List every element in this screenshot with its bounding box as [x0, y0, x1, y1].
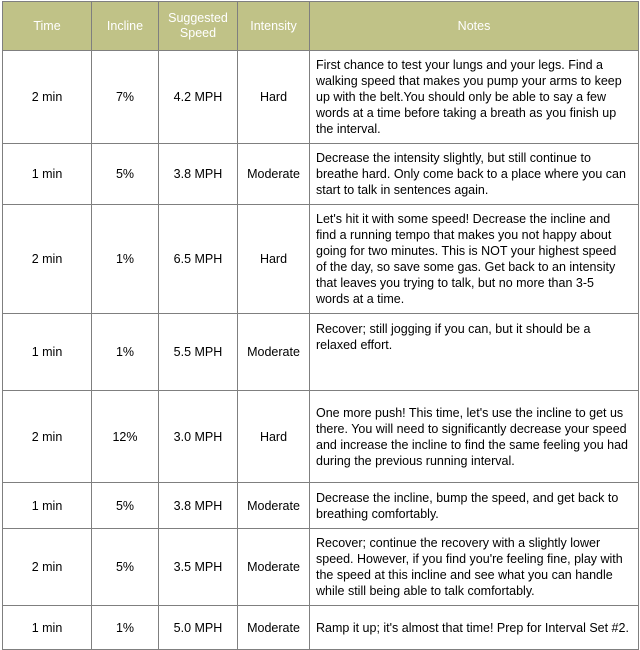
cell-time: 1 min	[3, 483, 92, 529]
cell-incline: 5%	[92, 144, 159, 205]
table-row	[3, 391, 639, 483]
cell-intensity: Moderate	[238, 606, 310, 650]
cell-incline: 1%	[92, 205, 159, 314]
cell-time: 2 min	[3, 51, 92, 144]
cell-incline: 1%	[92, 314, 159, 391]
header-incline: Incline	[92, 2, 159, 51]
cell-speed: 3.0 MPH	[159, 391, 238, 483]
cell-intensity: Moderate	[238, 483, 310, 529]
table-row	[3, 483, 639, 529]
cell-speed: 4.2 MPH	[159, 51, 238, 144]
cell-incline: 12%	[92, 391, 159, 483]
table-row	[3, 205, 639, 314]
cell-speed: 3.8 MPH	[159, 144, 238, 205]
interval-workout-table	[2, 1, 639, 650]
cell-notes: Recover; still jogging if you can, but it should be a relaxed effort.	[310, 314, 639, 391]
cell-intensity: Hard	[238, 51, 310, 144]
cell-time: 1 min	[3, 314, 92, 391]
cell-intensity: Hard	[238, 205, 310, 314]
cell-time: 2 min	[3, 205, 92, 314]
table-row	[3, 144, 639, 205]
header-suggested-speed	[159, 2, 238, 51]
cell-notes: Let's hit it with some speed! Decrease the incline and find a running tempo that makes you not happy about going for two minutes. This is NOT your highest speed of the day, so save some gas. Get back to an intensity that leaves you trying to talk, but no more than 3-5 words at a time.	[310, 205, 639, 314]
cell-speed: 5.5 MPH	[159, 314, 238, 391]
cell-intensity: Moderate	[238, 529, 310, 606]
table-row	[3, 606, 639, 650]
cell-speed: 3.5 MPH	[159, 529, 238, 606]
cell-time: 2 min	[3, 391, 92, 483]
header-row	[3, 2, 639, 51]
cell-speed: 3.8 MPH	[159, 483, 238, 529]
cell-time: 1 min	[3, 144, 92, 205]
cell-time: 2 min	[3, 529, 92, 606]
table-row	[3, 314, 639, 391]
cell-intensity: Moderate	[238, 144, 310, 205]
header-intensity: Intensity	[238, 2, 310, 51]
cell-intensity: Moderate	[238, 314, 310, 391]
cell-notes: Recover; continue the recovery with a slightly lower speed. However, if you find you're feeling fine, play with the speed at this incline and see what you can handle while still being able to talk comfortably.	[310, 529, 639, 606]
cell-intensity: Hard	[238, 391, 310, 483]
cell-incline: 5%	[92, 483, 159, 529]
header-suggested-speed-label: Suggested Speed	[168, 11, 228, 40]
cell-notes: Decrease the intensity slightly, but still continue to breathe hard. Only come back to a place where you can start to talk in sentences again.	[310, 144, 639, 205]
cell-speed: 6.5 MPH	[159, 205, 238, 314]
header-time: Time	[3, 2, 92, 51]
cell-notes: Decrease the incline, bump the speed, and get back to breathing comfortably.	[310, 483, 639, 529]
cell-speed: 5.0 MPH	[159, 606, 238, 650]
table-row	[3, 51, 639, 144]
cell-incline: 1%	[92, 606, 159, 650]
cell-incline: 7%	[92, 51, 159, 144]
cell-notes: Ramp it up; it's almost that time! Prep for Interval Set #2.	[310, 606, 639, 650]
header-notes: Notes	[310, 2, 639, 51]
cell-incline: 5%	[92, 529, 159, 606]
cell-time: 1 min	[3, 606, 92, 650]
table-row	[3, 529, 639, 606]
cell-notes: First chance to test your lungs and your legs. Find a walking speed that makes you pump your arms to keep up with the belt.You should only be able to say a few words at a time before taking a breath as you finish up the interval.	[310, 51, 639, 144]
cell-notes: One more push! This time, let's use the incline to get us there. You will need to significantly decrease your speed and increase the incline to find the same feeling you had during the previous running interval.	[310, 391, 639, 483]
